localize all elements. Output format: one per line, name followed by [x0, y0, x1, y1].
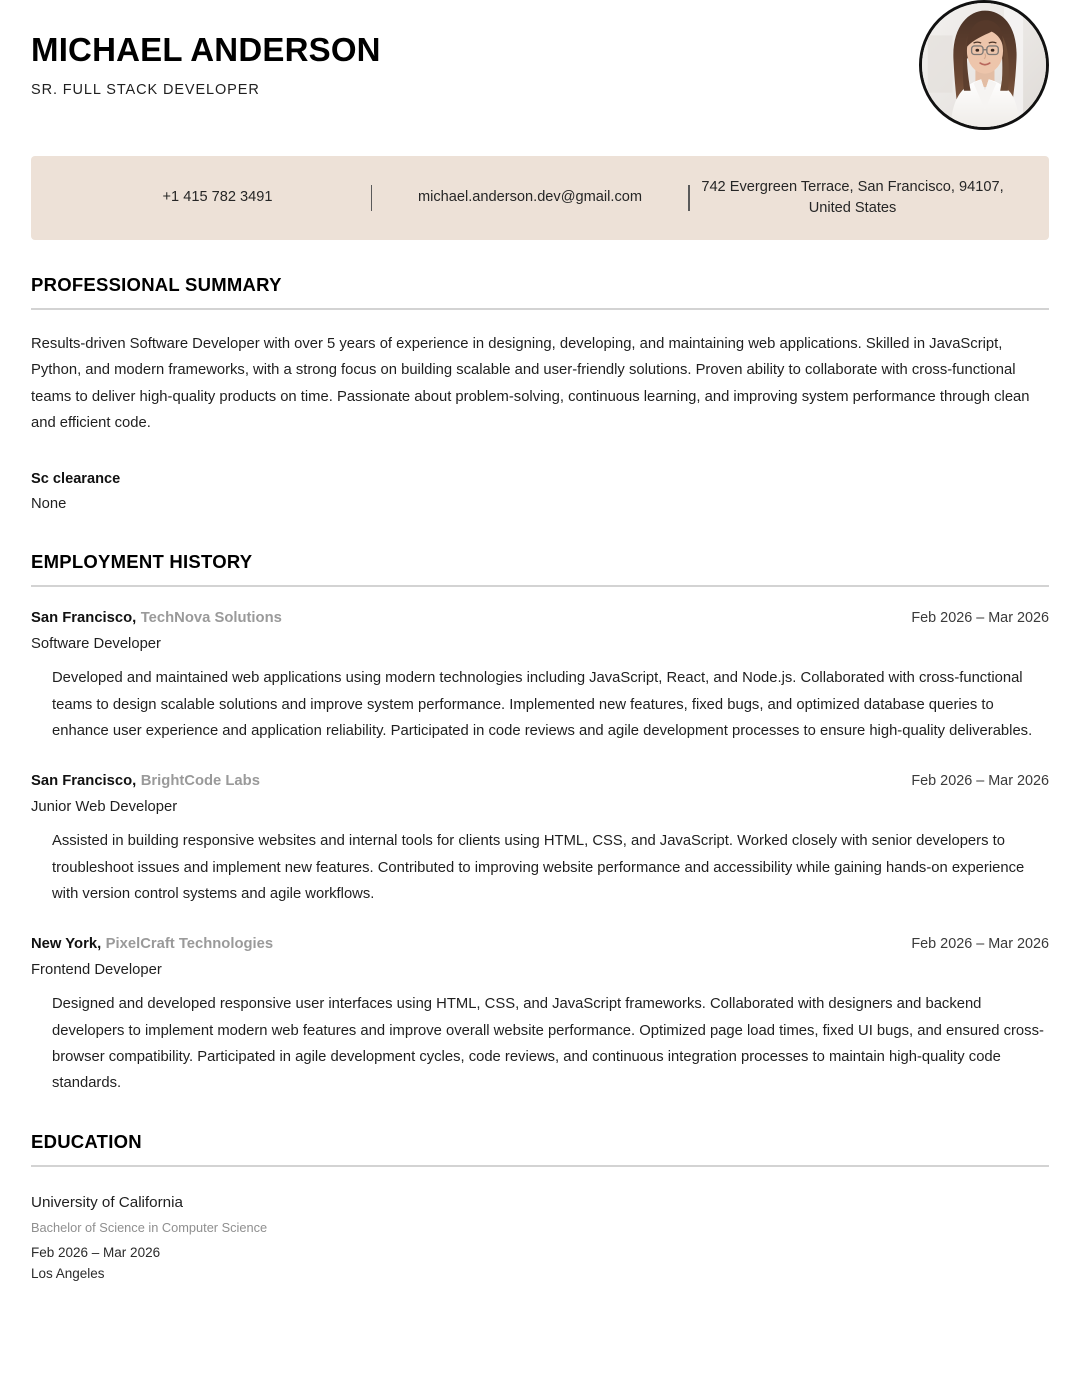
contact-phone[interactable]: +1 415 782 3491: [162, 189, 273, 206]
job-description: Developed and maintained web applications using modern technologies including JavaScript, React, and Node.js. Collaborated with cross-functional teams to design scalable solutions and improve system performance. Implemented new features, fixed bugs, and optimized database queries to enhance user experience and application reliability. Participated in code reviews and agile development processes to ensure high-quality deliverables.: [52, 670, 1033, 739]
job-title-line: [31, 609, 282, 627]
job-header: [31, 772, 1049, 790]
job-company: BrightCode Labs: [140, 773, 260, 790]
page-title: MICHAEL ANDERSON: [31, 31, 381, 68]
avatar: [919, 0, 1049, 130]
employment-list: [31, 609, 1049, 1096]
section-employment-history: [31, 551, 1049, 1096]
job-role: Junior Web Developer: [31, 799, 178, 816]
profile-photo-icon: [922, 3, 1046, 127]
education-degree: Bachelor of Science in Computer Science: [31, 1219, 268, 1235]
clearance-block: [31, 467, 1049, 517]
job-title-line: [31, 935, 273, 953]
section-title-employment-history: EMPLOYMENT HISTORY: [31, 551, 253, 573]
section-title-education: EDUCATION: [31, 1130, 142, 1152]
section-title-professional-summary: PROFESSIONAL SUMMARY: [31, 274, 282, 295]
job-header: [31, 935, 1049, 953]
education-entry: [31, 1191, 1049, 1286]
job-dates: Feb 2026 – Mar 2026: [911, 610, 1049, 627]
clearance-label: Sc clearance: [31, 471, 121, 488]
job-dates: Feb 2026 – Mar 2026: [911, 936, 1049, 953]
job-title-line: [31, 772, 260, 790]
job-entry: [31, 772, 1049, 907]
job-description: Assisted in building responsive websites and internal tools for clients using HTML, CSS, and JavaScript. Worked closely with senior developers to troubleshoot issues and implement new features. Contributed to improving website performance and accessibility while gaining hands-on experience with version control systems and agile workflows.: [52, 833, 1025, 902]
job-company: TechNova Solutions: [140, 610, 282, 627]
contact-bar: [31, 156, 1049, 240]
job-header: [31, 609, 1049, 627]
clearance-value: None: [31, 496, 67, 513]
job-location: New York,: [31, 936, 102, 953]
contact-separator: [688, 185, 690, 211]
section-education: [31, 1131, 1049, 1286]
job-dates: Feb 2026 – Mar 2026: [911, 773, 1049, 790]
job-location: San Francisco,: [31, 610, 137, 627]
section-divider: [31, 585, 1049, 587]
contact-email[interactable]: michael.anderson.dev@gmail.com: [417, 189, 643, 206]
job-location: San Francisco,: [31, 773, 137, 790]
education-location: Los Angeles: [31, 1266, 105, 1282]
job-company: PixelCraft Technologies: [105, 936, 274, 953]
contact-separator: [371, 185, 373, 211]
section-professional-summary: [31, 274, 1049, 517]
job-entry: [31, 609, 1049, 744]
contact-address: 742 Evergreen Terrace, San Francisco, 94107, United States: [701, 178, 1004, 216]
job-description: Designed and developed responsive user interfaces using HTML, CSS, and JavaScript frameworks. Collaborated with designers and backend developers to implement modern web features and improve overall website performance. Optimized page load times, fixed UI bugs, and ensured cross-browser compatibility. Participated in agile development cycles, code reviews, and continuous integration processes to maintain high-quality code standards.: [52, 996, 1044, 1092]
resume-header: [31, 0, 1049, 130]
education-dates: Feb 2026 – Mar 2026: [31, 1245, 161, 1261]
professional-summary-text: Results-driven Software Developer with over 5 years of experience in designing, developing, and maintaining web applications. Skilled in JavaScript, Python, and modern frameworks, with a strong focus on building scalable and user-friendly solutions. Proven ability to collaborate with cross-functional teams to deliver high-quality products on time. Passionate about problem-solving, continuous learning, and improving system performance through clean and efficient code.: [31, 336, 1030, 431]
job-role: Frontend Developer: [31, 962, 162, 979]
job-role: Software Developer: [31, 636, 161, 653]
education-school: University of California: [31, 1193, 183, 1211]
section-divider: [31, 1165, 1049, 1167]
section-divider: [31, 308, 1049, 310]
header-job-title: SR. FULL STACK DEVELOPER: [31, 81, 260, 98]
job-entry: [31, 935, 1049, 1096]
